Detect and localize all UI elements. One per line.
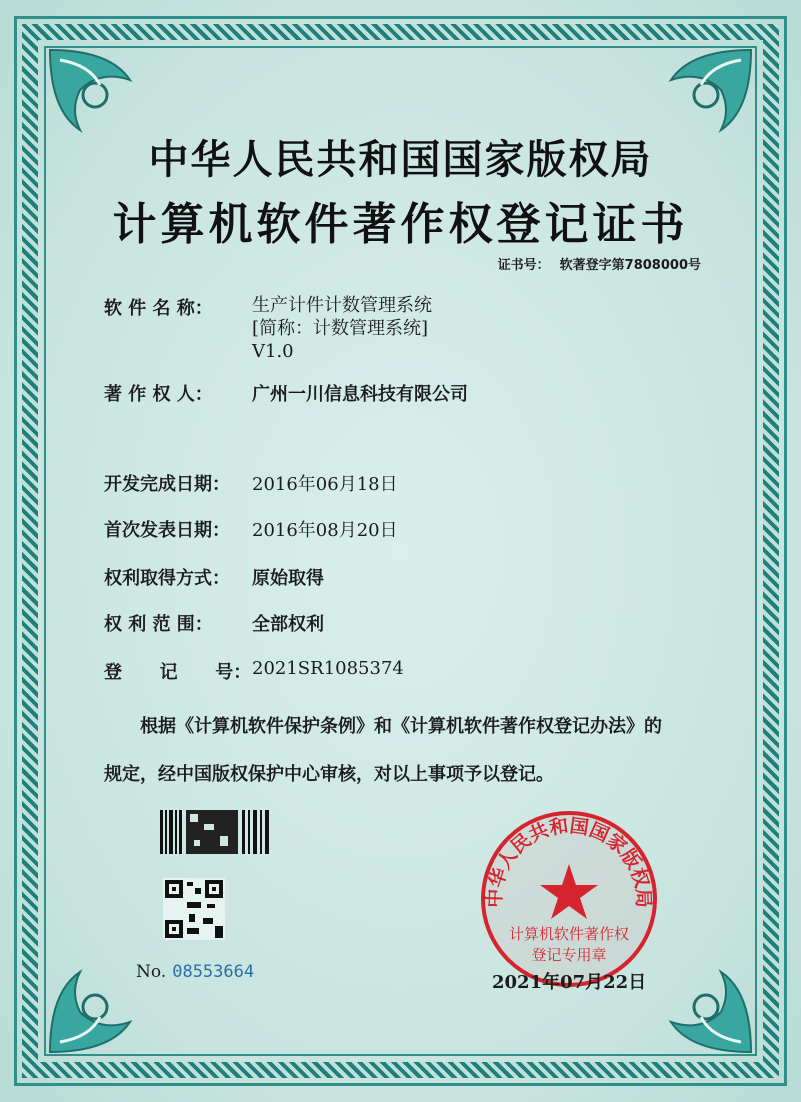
certificate-number-value: 软著登字第7808000号: [559, 258, 701, 273]
serial-value: 08553664: [172, 962, 255, 982]
development-date-value: 2016年06月18日: [252, 474, 398, 495]
software-short-name-line: [简称：计数管理系统]: [252, 318, 429, 339]
copyright-owner-value: 广州一川信息科技有限公司: [252, 384, 468, 405]
software-version-line: V1.0: [252, 341, 294, 362]
first-publication-date-value: 2016年08月20日: [252, 520, 398, 541]
qr-code: [163, 878, 225, 940]
field-label: 权利取得方式：: [104, 568, 230, 589]
field-label: 首次发表日期：: [104, 520, 230, 541]
seal-line-2: 登记专用章: [531, 946, 607, 964]
serial-label: No.: [136, 962, 167, 982]
barcode: [160, 810, 272, 854]
acquisition-method-value: 原始取得: [252, 568, 324, 589]
seal-ring-text: 中华人民共和国国家版权局: [483, 814, 655, 909]
statement-line-1: 根据《计算机软件保护条例》和《计算机软件著作权登记办法》的: [140, 716, 662, 737]
field-label: 开发完成日期：: [104, 474, 230, 495]
field-development-date: [104, 470, 398, 496]
field-label: 著 作 权 人：: [104, 384, 213, 405]
software-name-line: 生产计件计数管理系统: [252, 295, 432, 316]
registration-number-value: 2021SR1085374: [252, 658, 404, 679]
certificate-number: [498, 254, 701, 273]
field-label: 登 记 号：: [104, 662, 252, 683]
field-software-name: [104, 294, 432, 362]
field-rights-scope: [104, 610, 324, 636]
statement-line-2: 规定，经中国版权保护中心审核，对以上事项予以登记。: [104, 764, 554, 785]
seal-line-1: 计算机软件著作权: [508, 925, 630, 943]
field-first-publication-date: [104, 516, 398, 542]
field-acquisition-method: [104, 564, 324, 590]
field-label: 权 利 范 围：: [104, 614, 213, 635]
field-label: 软 件 名 称：: [104, 298, 213, 319]
serial-number: [136, 962, 254, 982]
software-name-value: [252, 294, 432, 363]
certificate-number-label: 证书号：: [497, 258, 550, 273]
seal-date: 2021年07月22日: [492, 972, 647, 993]
corner-ornament-bottom-left: [40, 942, 160, 1062]
official-seal: [478, 808, 660, 990]
rights-scope-value: 全部权利: [252, 614, 324, 635]
field-copyright-owner: [104, 380, 468, 406]
certificate-title: 计算机软件著作权登记证书: [112, 199, 689, 250]
issuing-authority: 中华人民共和国国家版权局: [148, 136, 653, 183]
field-registration-number: [104, 658, 404, 684]
